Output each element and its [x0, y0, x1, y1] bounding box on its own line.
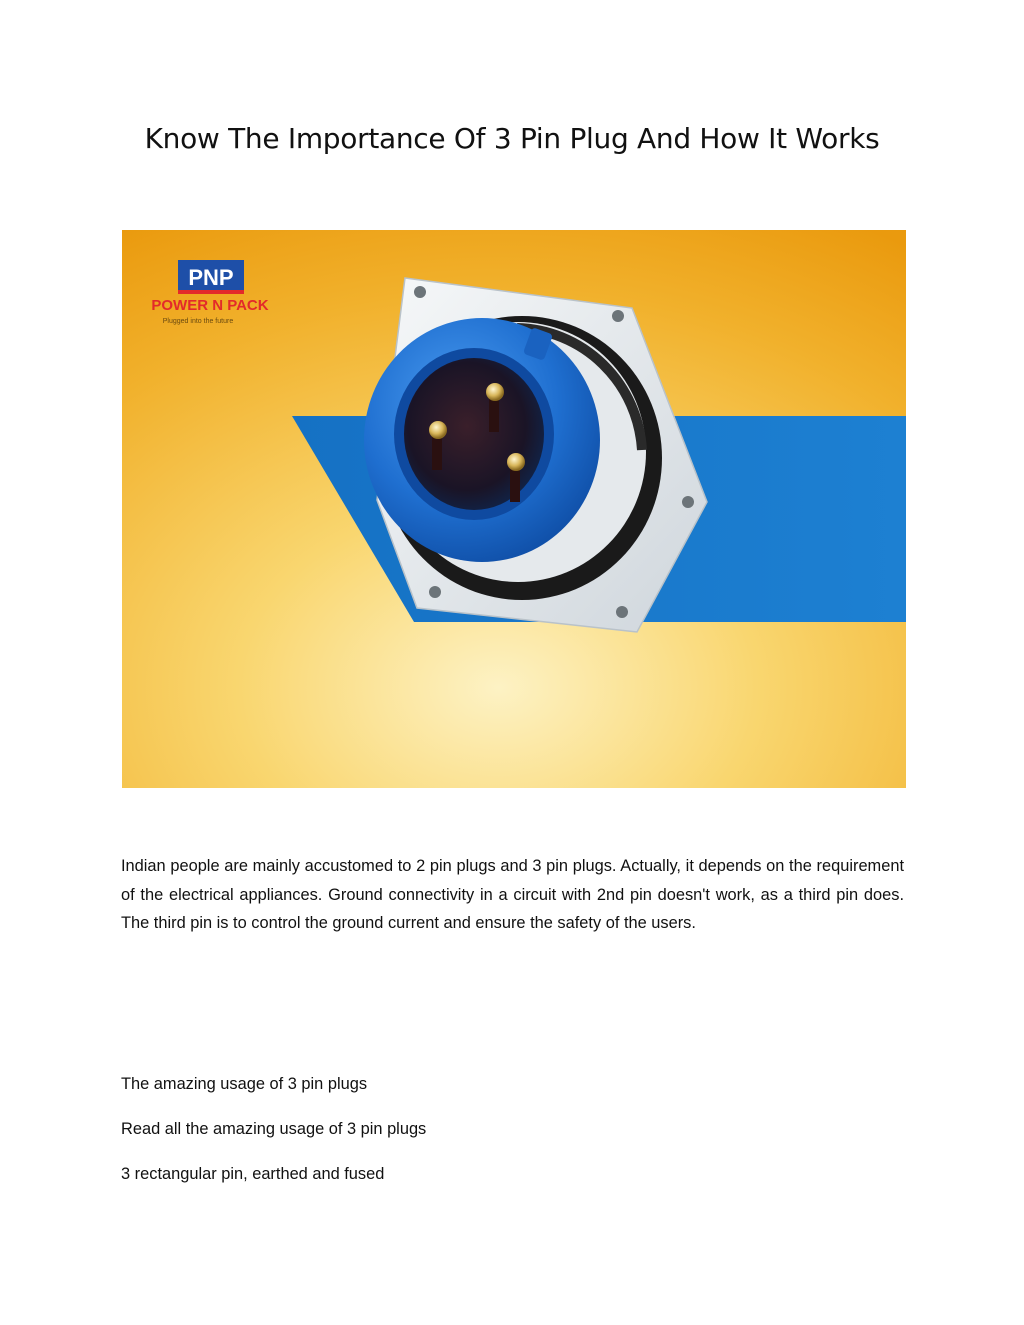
- hero-image: [122, 230, 906, 788]
- text-line: Read all the amazing usage of 3 pin plugs: [121, 1120, 427, 1138]
- brand-mark: PNP: [188, 265, 234, 290]
- page-title: Know The Importance Of 3 Pin Plug And How It Works: [144, 122, 880, 155]
- text-line: 3 rectangular pin, earthed and fused: [121, 1165, 385, 1183]
- brand-name: POWER N PACK: [151, 297, 269, 314]
- plug-body: [364, 318, 600, 562]
- intro-paragraph: Indian people are mainly accustomed to 2 pin plugs and 3 pin plugs. Actually, it depends on the requirement of the electrical appliances. Ground connectivity in a circuit with 2nd pin doesn't work, as a third pin does. The third pin is to control the ground current and ensure the safety of the users.: [121, 857, 904, 932]
- text-line: The amazing usage of 3 pin plugs: [121, 1075, 368, 1093]
- brand-tagline: Plugged into the future: [162, 318, 234, 325]
